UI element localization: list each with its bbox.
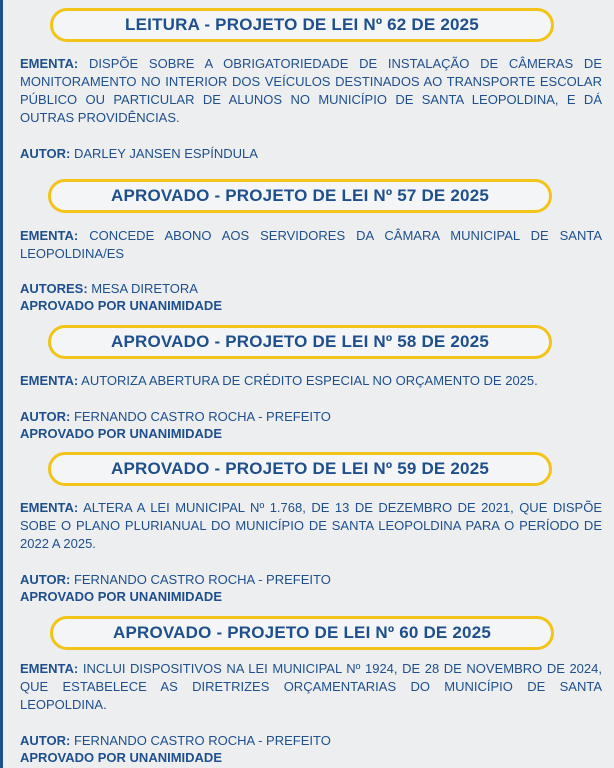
item-heading: APROVADO - PROJETO DE LEI Nº 57 DE 2025 [110,186,490,205]
author-text: DARLEY JANSEN ESPÍNDULA [73,146,258,161]
status-approved: APROVADO POR UNANIMIDADE [20,750,222,765]
author-label: AUTOR: [20,146,71,161]
author-text: MESA DIRETORA [91,281,198,296]
item-heading-pill [48,325,552,359]
item-ementa [20,227,602,263]
left-accent-bar [0,0,3,768]
item-heading: APROVADO - PROJETO DE LEI Nº 59 DE 2025 [110,459,490,478]
item-heading-pill [48,179,552,213]
item-author [20,145,602,163]
item-heading: LEITURA - PROJETO DE LEI Nº 62 DE 2025 [125,15,479,34]
ementa-text: INCLUI DISPOSITIVOS NA LEI MUNICIPAL Nº 1924, DE 28 DE NOVEMBRO DE 2024, QUE ESTABELECE AS DIRETRIZES ORÇAMENTARIAS DO MUNICÍPIO DE SANTA LEOPOLDINA. [20,661,602,712]
item-heading-pill [48,452,552,486]
item-author [20,571,602,589]
author-text: FERNANDO CASTRO ROCHA - PREFEITO [73,409,331,424]
author-text: FERNANDO CASTRO ROCHA - PREFEITO [73,572,331,587]
ementa-text: AUTORIZA ABERTURA DE CRÉDITO ESPECIAL NO ORÇAMENTO DE 2025. [81,373,538,388]
author-label: AUTORES: [20,281,88,296]
item-ementa [20,55,602,127]
item-author [20,408,602,426]
item-heading: APROVADO - PROJETO DE LEI Nº 60 DE 2025 [112,623,492,642]
item-author [20,732,602,750]
item-ementa [20,372,602,390]
ementa-text: CONCEDE ABONO AOS SERVIDORES DA CÂMARA MUNICIPAL DE SANTA LEOPOLDINA/ES [20,228,602,261]
author-label: AUTOR: [20,733,71,748]
ementa-label: EMENTA: [20,661,79,676]
ementa-label: EMENTA: [20,228,79,243]
item-ementa [20,660,602,714]
author-label: AUTOR: [20,409,71,424]
status-approved: APROVADO POR UNANIMIDADE [20,589,222,604]
author-label: AUTOR: [20,572,71,587]
ementa-text: ALTERA A LEI MUNICIPAL Nº 1.768, DE 13 DE DEZEMBRO DE 2021, QUE DISPÕE SOBE O PLANO PLURIANUAL DO MUNICÍPIO DE SANTA LEOPOLDINA PARA O PERÍODO DE 2022 A 2025. [20,500,602,551]
item-heading-pill [50,8,554,42]
status-approved: APROVADO POR UNANIMIDADE [20,298,222,313]
item-heading-pill [50,616,554,650]
ementa-label: EMENTA: [20,500,79,515]
ementa-label: EMENTA: [20,373,79,388]
status-approved: APROVADO POR UNANIMIDADE [20,426,222,441]
author-text: FERNANDO CASTRO ROCHA - PREFEITO [73,733,331,748]
item-author [20,280,602,298]
ementa-label: EMENTA: [20,56,79,71]
item-heading: APROVADO - PROJETO DE LEI Nº 58 DE 2025 [110,332,490,351]
item-ementa [20,499,602,553]
ementa-text: DISPÕE SOBRE A OBRIGATORIEDADE DE INSTALAÇÃO DE CÂMERAS DE MONITORAMENTO NO INTERIOR DOS VEÍCULOS DESTINADOS AO TRANSPORTE ESCOLAR PÚBLICO OU PARTICULAR DE ALUNOS NO MUNICÍPIO DE SANTA LEOPOLDINA, E DÁ OUTRAS PROVIDÊNCIAS. [20,56,602,125]
